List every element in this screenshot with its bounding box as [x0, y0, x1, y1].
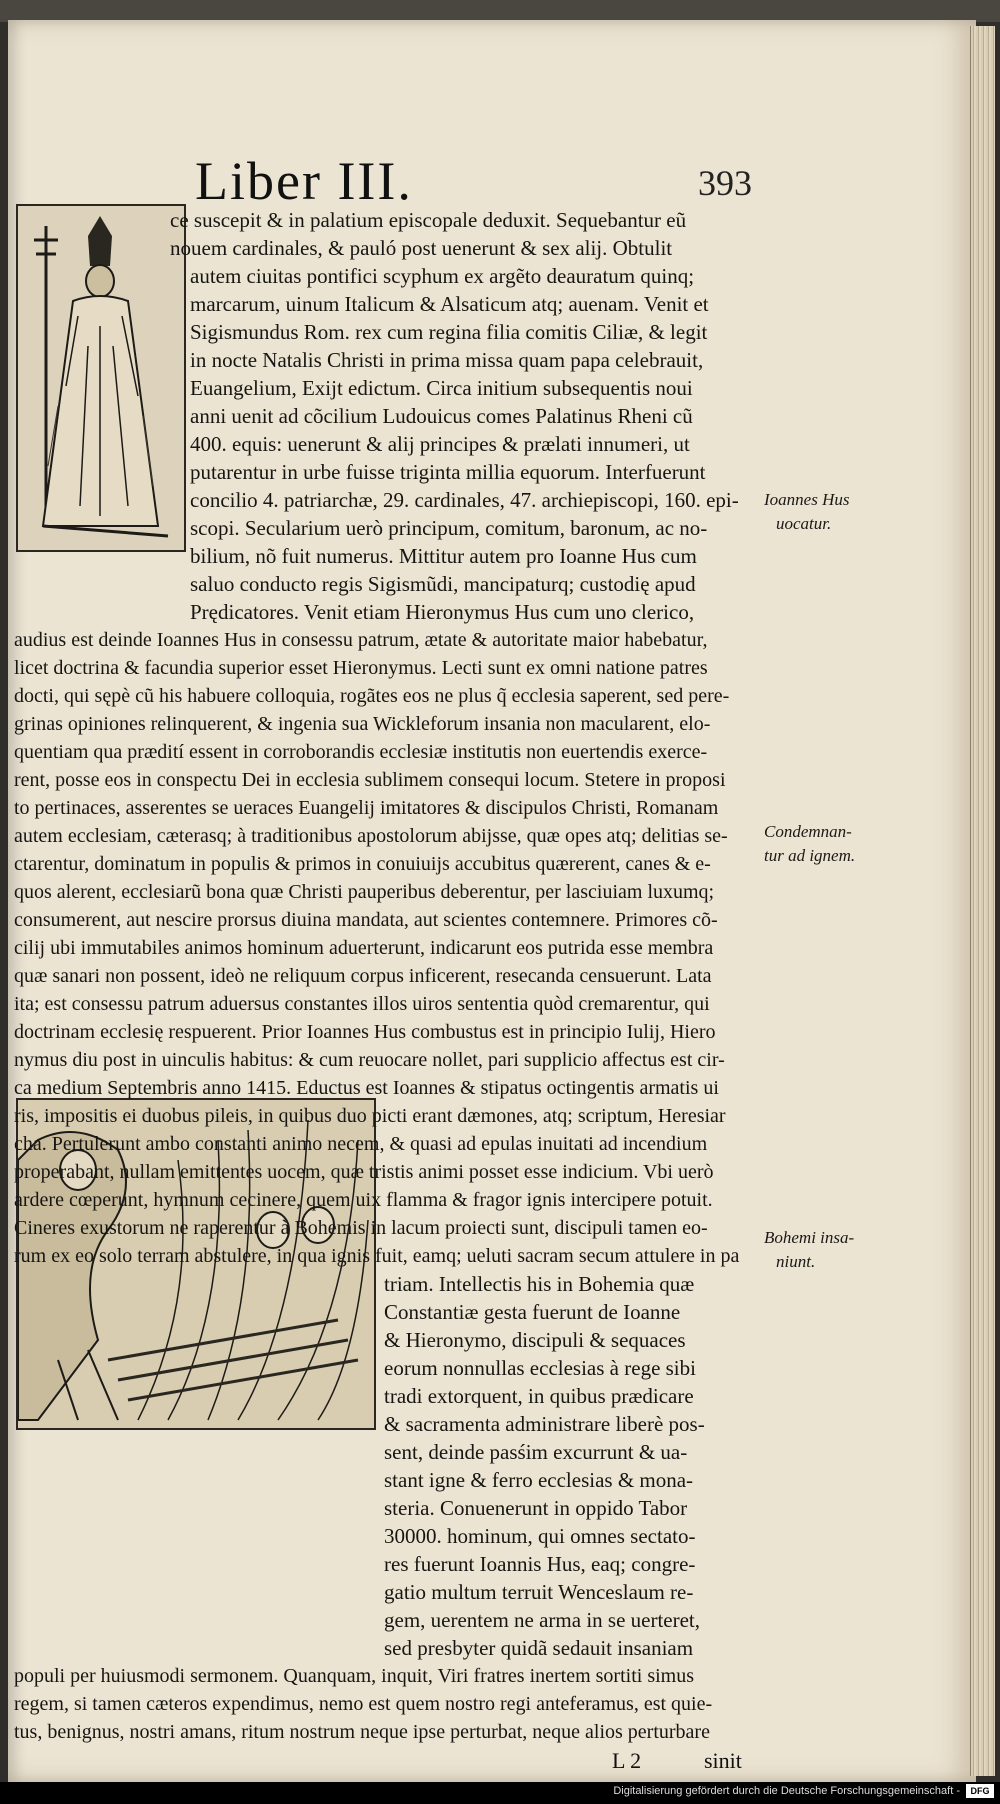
text-line: 30000. hominum, qui omnes sectato- — [384, 1524, 696, 1548]
text-line: triam. Intellectis his in Bohemia quæ — [384, 1272, 695, 1296]
text-line: Constantiæ gesta fuerunt de Ioanne — [384, 1300, 681, 1324]
text-line: docti, qui sępè cũ his habuere colloquia, rogãtes eos ne plus q̃ ecclesia saperent, sed pere- — [14, 685, 730, 707]
text-line: ita; est consessu patrum aduersus constantes illos uiros sententia quòd cremarentur, qui — [14, 993, 710, 1015]
text-line: cha. Pertulerunt ambo constanti animo necem, & quasi ad epulas inuitati ad incendium — [14, 1133, 708, 1155]
text-line: saluo conducto regis Sigismũdi, mancipaturq; custodię apud — [190, 572, 696, 596]
text-line: licet doctrina & facundia superior esset Hieronymus. Lecti sunt ex omni natione patres — [14, 657, 708, 679]
signature-mark: L 2 — [612, 1748, 642, 1773]
text-line: consumerent, aut nescire prorsus diuina mandata, aut scientes contemnere. Primores cõ- — [14, 909, 718, 931]
text-line: rum ex eo solo terram abstulere, in qua ignis fuit, eamq; ueluti sacram secum attulere in pa — [14, 1245, 740, 1267]
text-line: sed presbyter quidã sedauit insaniam — [384, 1636, 694, 1660]
text-line: in nocte Natalis Christi in prima missa quam papa celebrauit, — [190, 348, 704, 372]
text-line: ce suscepit & in palatium episcopale deduxit. Sequebantur eũ — [170, 208, 687, 232]
text-line: quæ sanari non possent, ideò ne reliquum corpus inficerent, resecanda censuerunt. Lata — [14, 965, 712, 987]
text-line: ctarentur, dominatum in populis & primos in conuiuijs accubitus quærerent, canes & e- — [14, 853, 711, 875]
woodcut-pope-illustration — [16, 204, 186, 552]
text-line: marcarum, uinum Italicum & Alsaticum atq; auenam. Venit et — [190, 292, 709, 316]
text-line: sent, deinde pasśim excurrunt & ua- — [384, 1440, 688, 1464]
text-line: populi per huiusmodi sermonem. Quanquam, inquit, Viri fratres inertem sortiti simus — [14, 1665, 694, 1687]
text-line: Sigismundus Rom. rex cum regina filia comitis Ciliæ, & legit — [190, 320, 708, 344]
margin-note: Bohemi insa- — [764, 1228, 855, 1247]
text-line: & sacramenta administrare liberè pos- — [384, 1412, 705, 1436]
text-line: & Hieronymo, discipuli & sequaces — [384, 1328, 686, 1352]
text-line: res fuerunt Ioannis Hus, eaq; congre- — [384, 1552, 696, 1576]
text-line: concilio 4. patriarchæ, 29. cardinales, 47. archiepiscopi, 160. epi- — [190, 488, 739, 512]
text-line: nouem cardinales, & pauló post uenerunt & sex alij. Obtulit — [170, 236, 673, 260]
margin-note: niunt. — [776, 1252, 816, 1271]
margin-note: tur ad ignem. — [764, 846, 856, 865]
text-line: gem, uerentem ne arma in se uerteret, — [384, 1608, 701, 1632]
text-line: autem ciuitas pontifici scyphum ex argẽto deauratum quinq; — [190, 264, 695, 288]
text-line: properabant, nullam emittentes uocem, quæ tristis animi posset esse indicium. Vbi uerò — [14, 1161, 714, 1183]
text-line: Prędicatores. Venit etiam Hieronymus Hus cum uno clerico, — [190, 600, 695, 624]
text-line: ardere cœperunt, hymnum cecinere, quem uix flamma & fragor ignis intercipere potuit. — [14, 1189, 713, 1211]
margin-note: Ioannes Hus — [764, 490, 850, 509]
text-line: quos alerent, ecclesiarũ bona quæ Christi pauperibus deberentur, per lasciuiam luxumq; — [14, 881, 715, 903]
text-line: regem, si tamen cæteros expendimus, nemo est quem nostro regi anteferamus, est quie- — [14, 1693, 713, 1715]
text-line: scopi. Secularium uerò principum, comitum, baronum, ac no- — [190, 516, 708, 540]
text-line: ca medium Septembris anno 1415. Eductus est Ioannes & stipatus octingentis armatis ui — [14, 1077, 719, 1099]
dfg-logo-icon: DFG — [966, 1784, 994, 1798]
text-line: tus, benignus, nostri amans, ritum nostrum neque ipse perturbat, neque alios perturbare — [14, 1721, 710, 1743]
page-number: 393 — [698, 163, 752, 203]
text-line: to pertinaces, asserentes se ueraces Euangelij imitatores & discipulos Christi, Romanam — [14, 797, 719, 819]
text-line: ris, impositis ei duobus pileis, in quibus duo picti erant dæmones, atq; scriptum, Heresiar — [14, 1105, 726, 1127]
text-line: gatio multum terruit Wenceslaum re- — [384, 1580, 694, 1604]
text-line: doctrinam ecclesię respuerent. Prior Ioannes Hus combustus est in principio Iulij, Hiero — [14, 1021, 716, 1043]
text-line: rent, posse eos in conspectu Dei in ecclesia sublimem consequi locum. Stetere in proposi — [14, 769, 726, 791]
text-line: putarentur in urbe fuisse triginta millia equorum. Interfuerunt — [190, 460, 706, 484]
margin-note: Condemnan- — [764, 822, 852, 841]
text-line: tradi extorquent, in quibus prædicare — [384, 1384, 694, 1408]
text-line: stant igne & ferro ecclesias & mona- — [384, 1468, 694, 1492]
page-fore-edge — [970, 26, 995, 1776]
text-line: quentiam qua prædití essent in corroborandis ecclesiæ institutis non euertendis exerce- — [14, 741, 708, 763]
page-title: Liber III. — [195, 151, 413, 211]
text-line: audius est deinde Ioannes Hus in consessu patrum, ætate & autoritate maior habebatur, — [14, 629, 708, 651]
text-line: anni uenit ad cõcilium Ludouicus comes Palatinus Rheni cũ — [190, 404, 693, 428]
text-line: 400. equis: uenerunt & alij principes & prælati innumeri, ut — [190, 432, 690, 456]
margin-note: uocatur. — [776, 514, 832, 533]
text-line: cilij ubi immutabiles animos hominum aduerterunt, indicarunt eos putrida esse membra — [14, 937, 714, 959]
text-line: Cineres exustorum ne raperentur à Bohemis in lacum proiecti sunt, discipuli tamen eo- — [14, 1217, 708, 1239]
catchword: sinit — [704, 1748, 742, 1773]
text-line: steria. Conuenerunt in oppido Tabor — [384, 1496, 688, 1520]
scan-credit-text: Digitalisierung gefördert durch die Deutsche Forschungsgemeinschaft - — [613, 1785, 960, 1797]
text-line: nymus diu post in uinculis habitus: & cum reuocare nollet, pari supplicio affectus est cir- — [14, 1049, 725, 1071]
pope-figure-icon — [18, 206, 184, 550]
text-line: autem ecclesiam, cæterasq; à traditionibus apostolorum abijsse, quæ opes atq; delitias se- — [14, 825, 728, 847]
text-line: bilium, nõ fuit numerus. Mittitur autem pro Ioanne Hus cum — [190, 544, 697, 568]
text-line: grinas opiniones relinquerent, & ingenia sua Wickleforum insania non macularent, elo- — [14, 713, 711, 735]
scanner-top-strip — [0, 0, 1000, 22]
text-line: eorum nonnullas ecclesias à rege sibi — [384, 1356, 696, 1380]
text-line: Euangelium, Exijt edictum. Circa initium subsequentis noui — [190, 376, 693, 400]
